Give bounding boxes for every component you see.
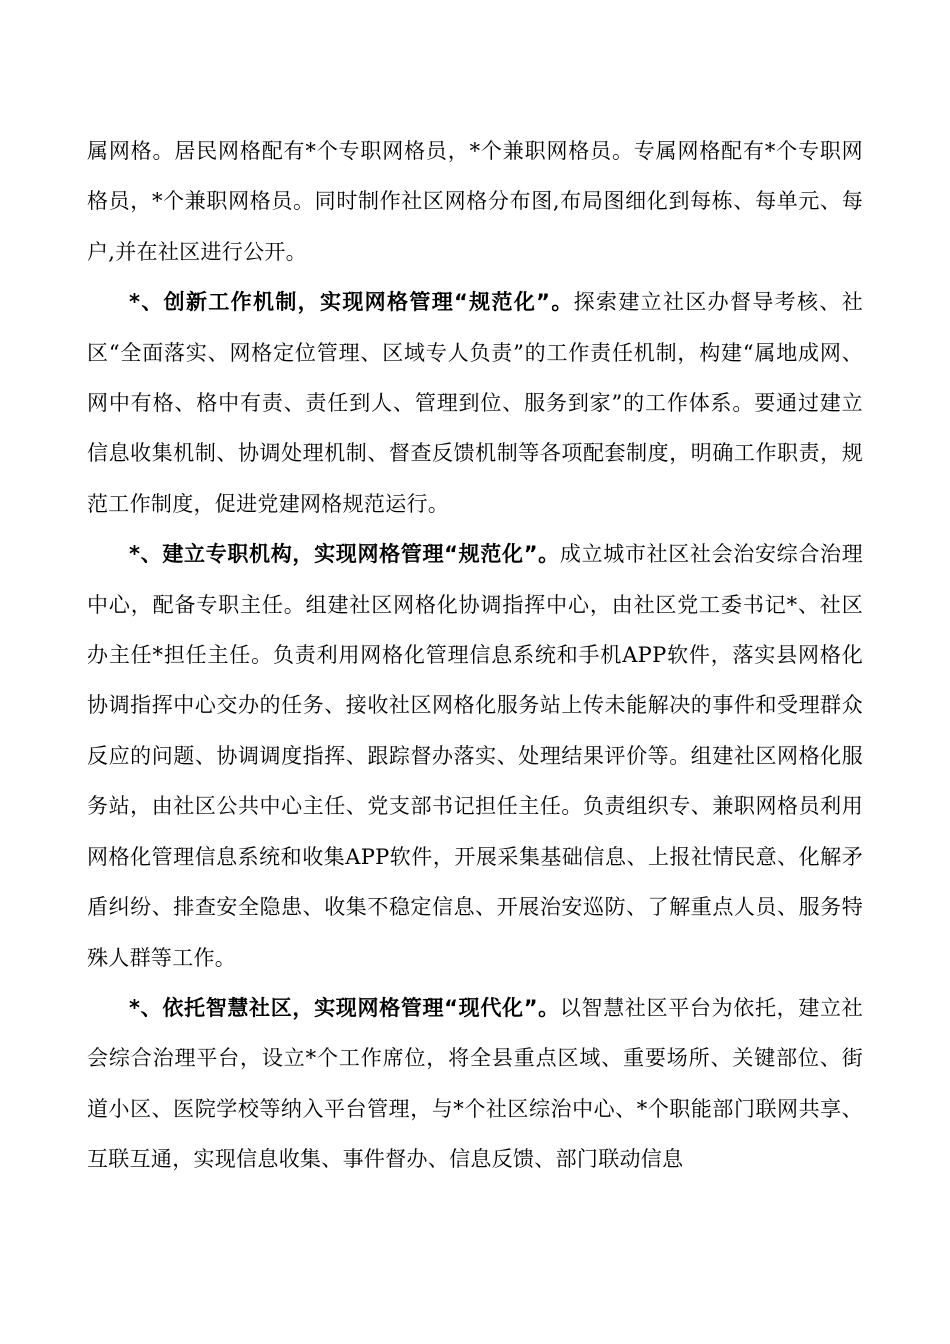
paragraph-mechanism [87,277,863,529]
paragraph-text: 以智慧社区平台为依托，建立社会综合治理平台，设立*个工作席位，将全县重点区域、重要场所、关键部位、街道小区、医院学校等纳入平台管理，与*个社区综治中心、*个职能部门联网共享、互联互通，实现信息收集、事件督办、信息反馈、部门联动信息 [87,995,863,1172]
paragraph-heading: *、创新工作机制，实现网格管理“规范化”。 [129,290,574,315]
paragraph-heading: *、建立专职机构，实现网格管理“规范化”。 [129,542,560,567]
paragraph-heading: *、依托智慧社区，实现网格管理“现代化”。 [129,995,560,1020]
paragraph-continuation [87,126,863,277]
document-body [87,126,863,1185]
paragraph-institution [87,529,863,983]
paragraph-text: 成立城市社区社会治安综合治理中心，配备专职主任。组建社区网格化协调指挥中心，由社区党工委书记*、社区办主任*担任主任。负责利用网格化管理信息系统和手机APP软件，落实县网格化协调指挥中心交办的任务、接收社区网格化服务站上传未能解决的事件和受理群众反应的问题、协调调度指挥、跟踪督办落实、处理结果评价等。组建社区网格化服务站，由社区公共中心主任、党支部书记担任主任。负责组织专、兼职网格员利用网格化管理信息系统和收集APP软件，开展采集基础信息、上报社情民意、化解矛盾纠纷、排查安全隐患、收集不稳定信息、开展治安巡防、了解重点人员、服务特殊人群等工作。 [87,542,863,970]
paragraph-smart-community [87,983,863,1185]
paragraph-text: 属网格。居民网格配有*个专职网格员，*个兼职网格员。专属网格配有*个专职网格员，*个兼职网格员。同时制作社区网格分布图,布局图细化到每栋、每单元、每户,并在社区进行公开。 [87,139,863,264]
paragraph-text: 探索建立社区办督导考核、社区“全面落实、网格定位管理、区域专人负责”的工作责任机制，构建“属地成网、网中有格、格中有责、责任到人、管理到位、服务到家”的工作体系。要通过建立信息收集机制、协调处理机制、督查反馈机制等各项配套制度，明确工作职责，规范工作制度，促进党建网格规范运行。 [87,290,863,516]
